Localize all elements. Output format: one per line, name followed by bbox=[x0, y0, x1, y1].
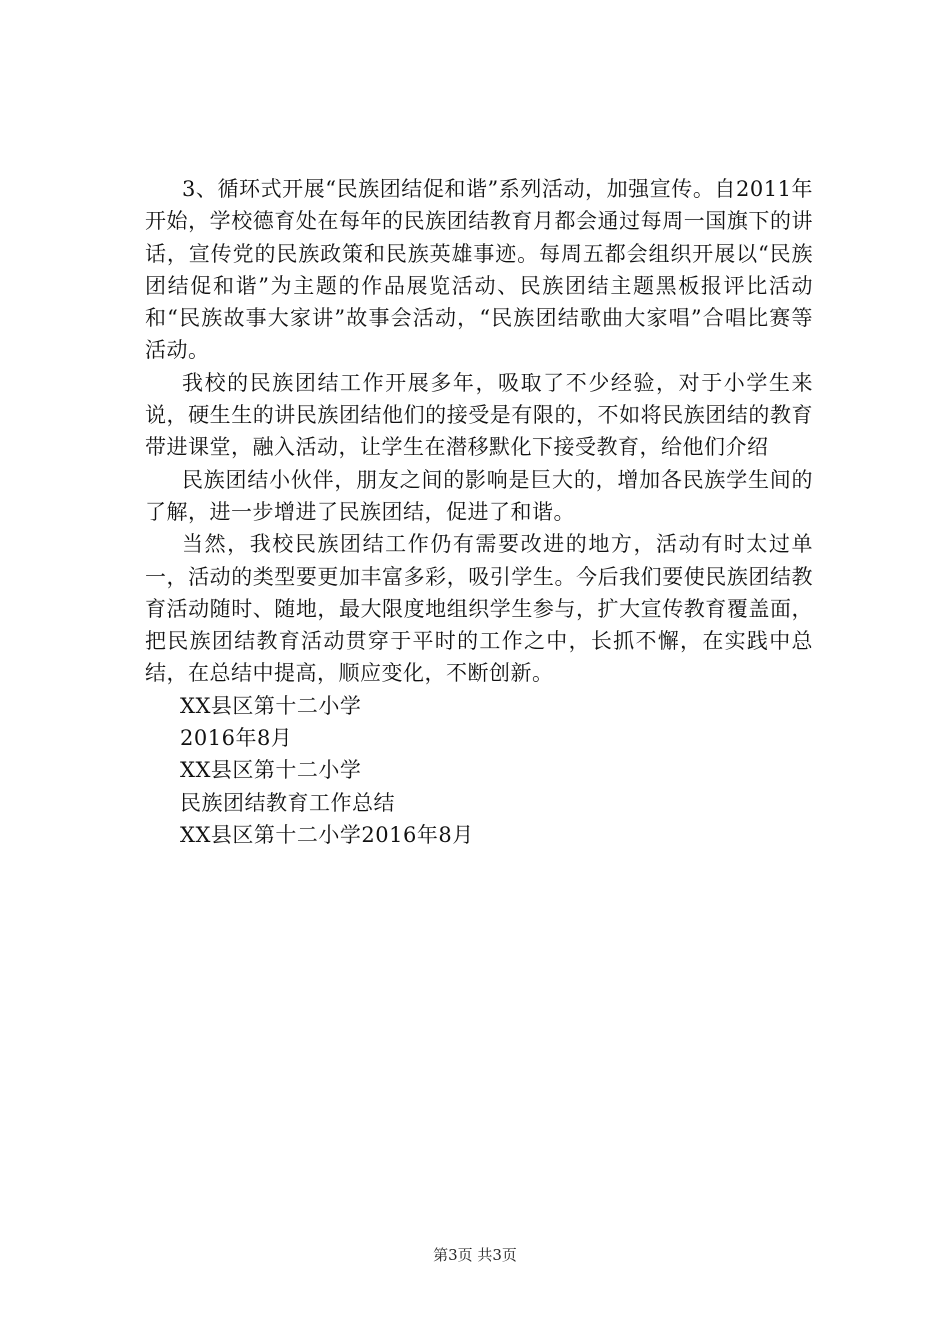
page-number-footer: 第3页 共3页 bbox=[433, 1246, 517, 1264]
paragraph-experience: 我校的民族团结工作开展多年，吸取了不少经验，对于小学生来说，硬生生的讲民族团结他们的接受是有限的，不如将民族团结的教育带进课堂，融入活动，让学生在潜移默化下接受教育，给他们介绍 bbox=[145, 370, 813, 460]
signature-date: 2016年8月 bbox=[180, 726, 293, 751]
paragraph-improvement: 当然，我校民族团结工作仍有需要改进的地方，活动有时太过单一，活动的类型要更加丰富多彩，吸引学生。今后我们要使民族团结教育活动随时、随地，最大限度地组织学生参与，扩大宣传教育覆盖面，把民族团结教育活动贯穿于平时的工作之中，长抓不懈，在实践中总结，在总结中提高，顺应变化，不断创新。 bbox=[145, 532, 813, 686]
signature-school: XX县区第十二小学 bbox=[180, 693, 362, 718]
paragraph-partners: 民族团结小伙伴，朋友之间的影响是巨大的，增加各民族学生间的了解，进一步增进了民族团结，促进了和谐。 bbox=[145, 467, 813, 524]
document-title-line: 民族团结教育工作总结 bbox=[180, 790, 395, 815]
signature-school-repeat: XX县区第十二小学 bbox=[180, 758, 362, 783]
paragraph-activities: 3、循环式开展“民族团结促和谐”系列活动，加强宣传。自2011年开始，学校德育处在每年的民族团结教育月都会通过每周一国旗下的讲话，宣传党的民族政策和民族英雄事迹。每周五都会组织开展以“民族团结促和谐”为主题的作品展览活动、民族团结主题黑板报评比活动和“民族故事大家讲”故事会活动，“民族团结歌曲大家唱”合唱比赛等活动。 bbox=[145, 177, 813, 363]
document-body bbox=[145, 173, 813, 851]
signature-school-date: XX县区第十二小学2016年8月 bbox=[180, 822, 474, 847]
